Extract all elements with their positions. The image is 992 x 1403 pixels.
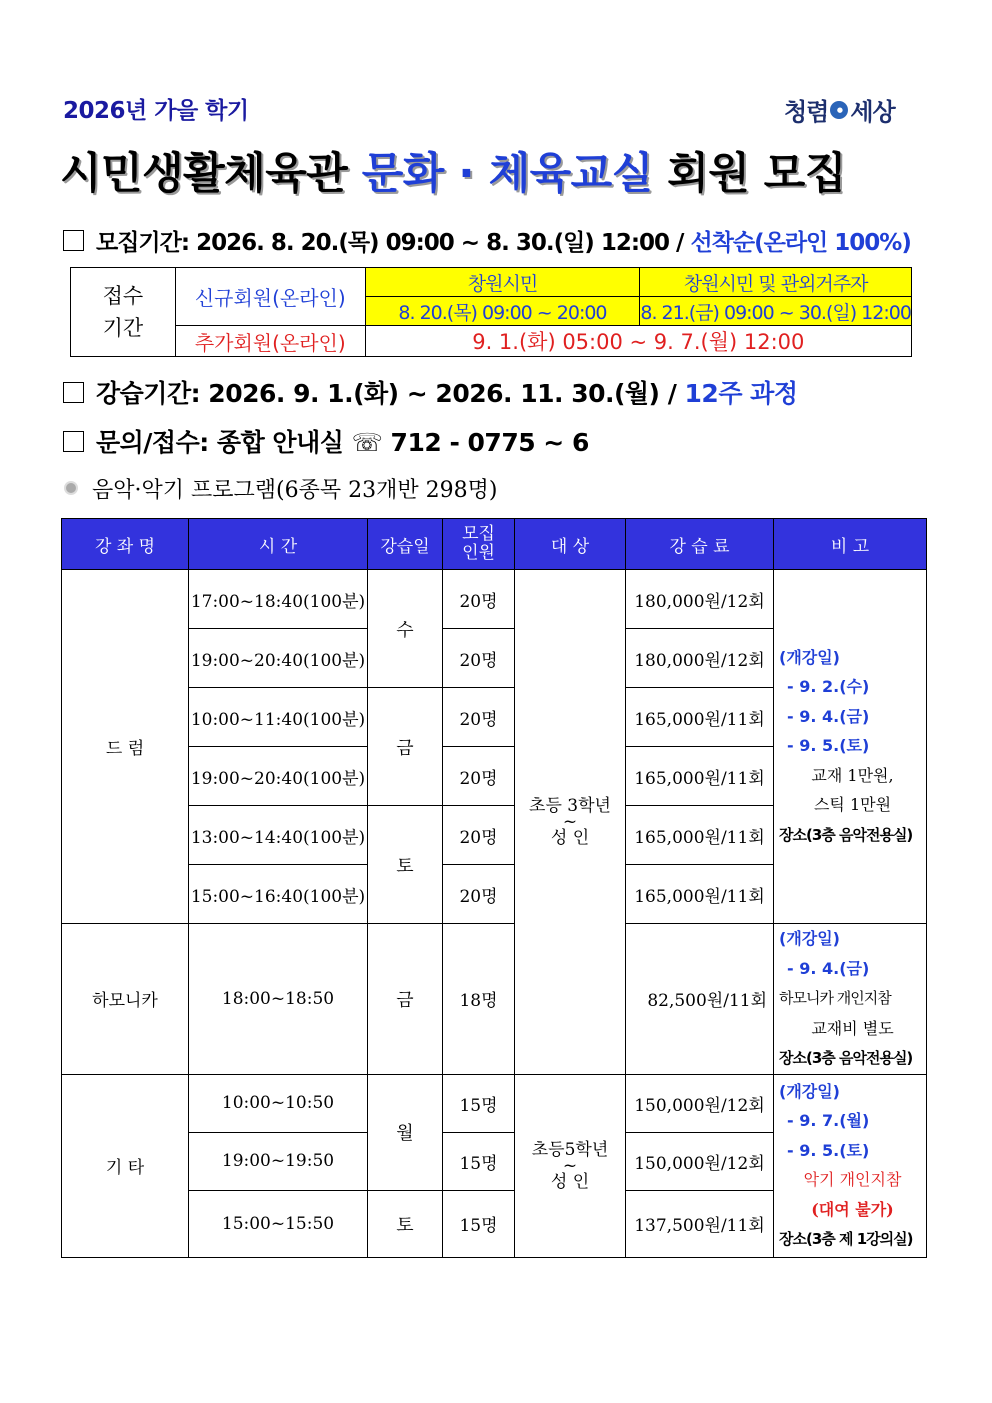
time-cell: 19:00~19:50: [189, 1132, 368, 1190]
checkbox-icon: [63, 382, 84, 403]
semester-label: 2026년 가을 학기: [63, 98, 249, 124]
note-harmonica: [774, 924, 927, 1075]
note-material-2: 스틱 1만원: [813, 795, 892, 815]
day-cell: 금: [368, 924, 443, 1075]
time-cell: 10:00~10:50: [189, 1074, 368, 1132]
add-member-date: 9. 1.(화) 05:00 ~ 9. 7.(월) 12:00: [365, 326, 911, 357]
note-open-label: (개강일): [779, 929, 840, 948]
time-cell: 15:00~15:50: [189, 1190, 368, 1257]
bullet-icon: [64, 481, 78, 495]
count-cell: 15명: [443, 1132, 515, 1190]
course-harmonica: 하모니카: [62, 924, 189, 1075]
count-cell: 15명: [443, 1190, 515, 1257]
target-drum-harmonica: [515, 570, 626, 1075]
col1-header: 창원시민: [365, 268, 640, 297]
course-period-highlight: 12주 과정: [684, 379, 798, 408]
header-target: 대 상: [515, 519, 626, 570]
table-row: [62, 1074, 927, 1132]
day-cell: 토: [368, 1190, 443, 1257]
count-cell: 20명: [443, 688, 515, 747]
page-title: [60, 140, 846, 201]
col1-date: 8. 20.(목) 09:00 ~ 20:00: [365, 297, 640, 326]
new-member-label: 신규회원(온라인): [175, 268, 365, 326]
table-row: [62, 924, 927, 1075]
col2-date: 8. 21.(금) 09:00 ~ 30.(일) 12:00: [640, 297, 912, 326]
note-date-2: - 9. 5.(토): [787, 1140, 870, 1160]
header-note: 비 고: [774, 519, 927, 570]
note-open-label: (개강일): [779, 647, 840, 667]
time-cell: 19:00~20:40(100분): [189, 629, 368, 688]
title-part3: 회원 모집: [652, 149, 846, 199]
header-capacity-line2: 인원: [462, 543, 495, 563]
contact-label: 문의/접수: 종합 안내실 ☏ 712 - 0775 ~ 6: [96, 428, 589, 457]
target-line1: 초등5학년: [531, 1139, 609, 1160]
time-cell: 19:00~20:40(100분): [189, 747, 368, 806]
count-cell: 20명: [443, 747, 515, 806]
note-material-1: 악기 개인지참: [803, 1170, 902, 1189]
count-cell: 20명: [443, 865, 515, 924]
music-program-heading: [64, 473, 497, 504]
day-cell: 월: [368, 1074, 443, 1190]
city-emblem-icon: ●: [830, 101, 848, 119]
note-drum: [774, 570, 927, 924]
header-course-name: 강 좌 명: [62, 519, 189, 570]
note-material-2: (대여 불가): [811, 1199, 894, 1219]
header-fee: 강 습 료: [626, 519, 774, 570]
integrity-logo: [784, 92, 895, 127]
fee-cell: 165,000원/11회: [626, 747, 774, 806]
count-cell: 20명: [443, 570, 515, 629]
header-day: 강습일: [368, 519, 443, 570]
target-line2: ~: [562, 1155, 578, 1176]
course-drum: 드 럼: [62, 570, 189, 924]
note-material-1: 교재 1만원,: [811, 765, 894, 785]
checkbox-icon: [63, 230, 84, 251]
course-guitar: 기 타: [62, 1074, 189, 1257]
logo-text-left: 청렴: [784, 98, 829, 126]
day-cell: 수: [368, 570, 443, 688]
note-material-1: 하모니카 개인지참: [779, 989, 891, 1007]
title-part1: 시민생활체육관: [60, 149, 362, 199]
fee-cell: 165,000원/11회: [626, 688, 774, 747]
course-period-label: 강습기간: 2026. 9. 1.(화) ~ 2026. 11. 30.(월) /: [96, 379, 685, 408]
course-period: [63, 374, 797, 410]
time-cell: 10:00~11:40(100분): [189, 688, 368, 747]
reg-period-label-line2: 기간: [102, 316, 144, 340]
fee-cell: 165,000원/11회: [626, 806, 774, 865]
fee-cell: 150,000원/12회: [626, 1132, 774, 1190]
contact-info: [63, 423, 589, 459]
table-row: [62, 570, 927, 629]
note-place: 장소(3층 음악전용실): [779, 1049, 913, 1067]
note-date-1: - 9. 4.(금): [787, 958, 870, 978]
fee-cell: 137,500원/11회: [626, 1190, 774, 1257]
note-date-2: - 9. 4.(금): [787, 706, 870, 726]
fee-cell: 180,000원/12회: [626, 570, 774, 629]
fee-cell: 82,500원/11회: [626, 924, 774, 1075]
col2-header: 창원시민 및 관외거주자: [640, 268, 912, 297]
add-member-label: 추가회원(온라인): [175, 326, 365, 357]
target-line2: ~: [562, 811, 578, 832]
header-capacity-line1: 모집: [462, 524, 495, 544]
note-date-3: - 9. 5.(토): [787, 736, 870, 756]
fee-cell: 180,000원/12회: [626, 629, 774, 688]
time-cell: 15:00~16:40(100분): [189, 865, 368, 924]
note-material-2: 교재비 별도: [811, 1018, 894, 1038]
count-cell: 15명: [443, 1074, 515, 1132]
note-guitar: [774, 1074, 927, 1257]
count-cell: 18명: [443, 924, 515, 1075]
checkbox-icon: [63, 431, 84, 452]
music-program-label: 음악·악기 프로그램(6종목 23개반 298명): [92, 478, 498, 503]
note-place: 장소(3층 제 1강의실): [779, 1230, 913, 1248]
time-cell: 18:00~18:50: [189, 924, 368, 1075]
header-capacity: [443, 519, 515, 570]
count-cell: 20명: [443, 629, 515, 688]
reg-period-label-line1: 접수: [102, 284, 144, 308]
title-part2: 문화 · 체육교실: [361, 149, 653, 199]
fee-cell: 150,000원/12회: [626, 1074, 774, 1132]
target-line3: 성 인: [550, 1171, 590, 1192]
note-date-1: - 9. 7.(월): [787, 1111, 870, 1130]
day-cell: 금: [368, 688, 443, 806]
program-table: [61, 518, 927, 1258]
recruit-period-label: 모집기간: 2026. 8. 20.(목) 09:00 ~ 8. 30.(일) 12:00 /: [96, 230, 691, 256]
header-time: 시 간: [189, 519, 368, 570]
note-open-label: (개강일): [779, 1081, 840, 1101]
registration-table: [70, 267, 912, 357]
day-cell: 토: [368, 806, 443, 924]
count-cell: 20명: [443, 806, 515, 865]
note-place: 장소(3층 음악전용실): [779, 825, 913, 844]
target-line1: 초등 3학년: [529, 795, 611, 816]
fee-cell: 165,000원/11회: [626, 865, 774, 924]
reg-period-label: [71, 268, 176, 357]
recruit-period: [63, 224, 911, 257]
time-cell: 17:00~18:40(100분): [189, 570, 368, 629]
recruit-period-highlight: 선착순(온라인 100%): [690, 230, 911, 256]
time-cell: 13:00~14:40(100분): [189, 806, 368, 865]
target-line3: 성 인: [550, 827, 590, 848]
note-date-1: - 9. 2.(수): [787, 677, 870, 697]
target-guitar: [515, 1074, 626, 1257]
logo-text-right: 세상: [850, 98, 895, 126]
